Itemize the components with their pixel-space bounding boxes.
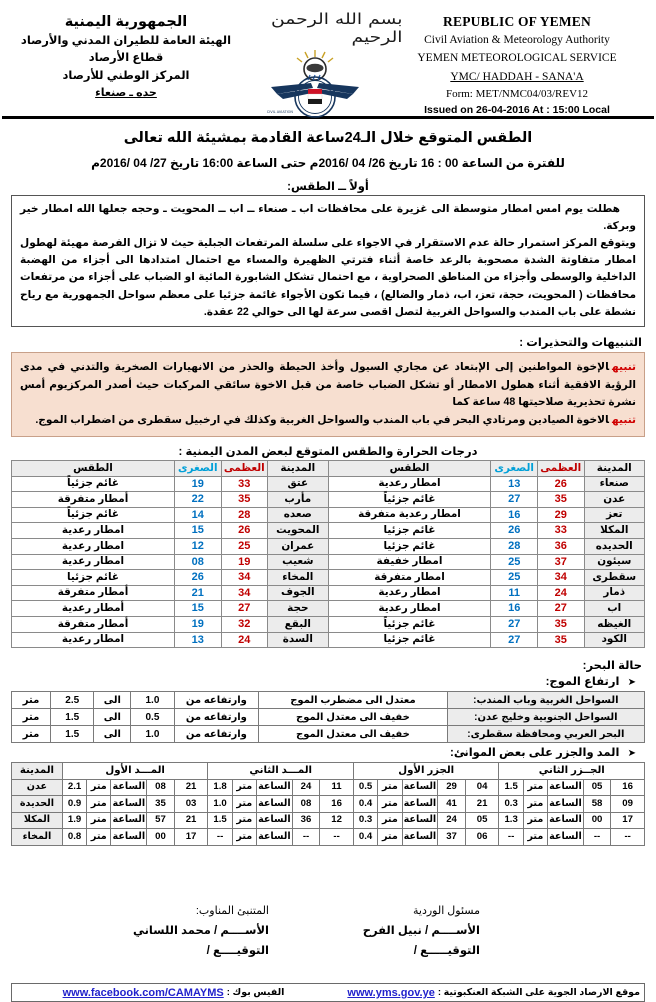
- validity-period: للفترة من الساعة 00 : 16 تاريخ 26/ 04 /2016م حتى الساعة 16:00 تاريخ 27/ 04 /2016م: [91, 155, 565, 170]
- low-tide-1-hour-unit: الساعة: [402, 812, 438, 829]
- header-en-form: Form: MET/NMC04/03/REV12: [445, 88, 589, 101]
- temp-min: 16: [491, 601, 538, 617]
- low-tide-2-meter-unit: متر: [523, 812, 547, 829]
- low-tide-2-minute: 17: [611, 812, 645, 829]
- header-en-authority: Civil Aviation & Meteorology Authority: [424, 34, 610, 47]
- supervisor-title: مسئول الوردية: [412, 904, 480, 917]
- forecast-paragraph-2: ويتوقع المركز استمرار حالة عدم الاستقرار في الاجواء على سلسلة المرتفعات الجبلية حيث لا تزال الفرصة مهيئة لهطول امطار متفاوتة الشدة مصحوبة بالرعد خاصة أثناء فترتي الظهيرة والمساء مع احتمال امتدادها الى أجزاء من الهضبة الداخلية والوسطى وأجزاء من المناطق الصحراوية ، مع احتمال تشكل الشابورة المائية او الضباب على أجزاء من مرتفعات محافظات ( المحويت، حجة، تعز، اب، ذمار والضالع) ، فيما تكون الأجواء غائمة جزئيا على معظم سواحل الجمهورية مع رياح نشطة على باب المندب والسواحل الغربية لتصل اقصى سرعة لها الى حوالي 22 عقدة.: [20, 237, 636, 318]
- table-row: [12, 539, 645, 555]
- temp-max: 35: [221, 492, 268, 508]
- temp-weather: امطار متفرقة: [328, 570, 491, 586]
- temperature-header-row: [12, 461, 645, 477]
- temp-city: سيئون: [584, 554, 645, 570]
- temp-city: سقطرى: [584, 570, 645, 586]
- temp-city: عتق: [268, 476, 329, 492]
- temp-min: 08: [174, 554, 221, 570]
- high-tide-1-hour-unit: الساعة: [111, 779, 147, 796]
- temp-max: 26: [221, 523, 268, 539]
- header-en-issued: Issued on 26-04-2016 At : 15:00 Local: [424, 104, 610, 117]
- svg-text:CIVIL AVIATION: CIVIL AVIATION: [267, 110, 293, 114]
- temp-min: 21: [174, 585, 221, 601]
- header-english-block: [386, 8, 648, 119]
- temp-weather: أمطار رعدية: [12, 601, 175, 617]
- tide-city: المكلا: [12, 812, 63, 829]
- temp-city: مأرب: [268, 492, 329, 508]
- warning-marker-1: تنبيه: [612, 360, 636, 373]
- temp-max: 28: [221, 507, 268, 523]
- tide-header-row: [12, 763, 645, 780]
- supervisor-signature: التوقيـــــع /: [413, 945, 480, 958]
- high-tide-2-meter-unit: متر: [232, 779, 256, 796]
- temperature-body: [12, 476, 645, 648]
- temp-city: عمران: [268, 539, 329, 555]
- table-row: [12, 632, 645, 648]
- header-ar-location: حده ـ صنعاء: [95, 86, 157, 99]
- low-tide-1-hour: 37: [438, 829, 465, 846]
- temp-min: 11: [491, 585, 538, 601]
- table-row: [12, 692, 645, 709]
- temp-max: 32: [221, 616, 268, 632]
- temp-min: 25: [491, 554, 538, 570]
- temp-min: 16: [491, 507, 538, 523]
- temp-min: 26: [491, 523, 538, 539]
- tide-heading-text: المد والجزر على بعض الموانئ:: [450, 747, 620, 760]
- low-tide-1-minute: 04: [465, 779, 499, 796]
- forecaster-signature: التوقيــــع /: [206, 945, 269, 958]
- temp-weather: امطار رعدية متفرقة: [328, 507, 491, 523]
- sea-height-unit: متر: [12, 726, 51, 743]
- temp-city: الكود: [584, 632, 645, 648]
- th-tide-city: المدينة: [12, 763, 63, 780]
- high-tide-2-minute: --: [320, 829, 354, 846]
- temp-city: تعز: [584, 507, 645, 523]
- temp-min: 28: [491, 539, 538, 555]
- temp-max: 34: [221, 585, 268, 601]
- table-row: [12, 796, 645, 813]
- low-tide-1-hour: 24: [438, 812, 465, 829]
- table-row: [12, 601, 645, 617]
- temp-city: حجة: [268, 601, 329, 617]
- temp-weather: غائم جزئياً: [328, 492, 491, 508]
- sea-height-to-label: الى: [94, 692, 131, 709]
- footer-website-segment: [336, 987, 640, 999]
- header-en-country: REPUBLIC OF YEMEN: [443, 14, 591, 29]
- high-tide-1-meter-unit: متر: [87, 812, 111, 829]
- temp-city: الحديده: [584, 539, 645, 555]
- high-tide-1-meters: 0.9: [62, 796, 86, 813]
- temp-min: 25: [491, 570, 538, 586]
- bulletin-title-block: [0, 128, 656, 172]
- temp-max: 35: [537, 492, 584, 508]
- high-tide-1-hour: 57: [147, 812, 174, 829]
- warning-item-2: [20, 412, 636, 430]
- temp-min: 27: [491, 632, 538, 648]
- temp-max: 36: [537, 539, 584, 555]
- temp-weather: امطار رعدية: [328, 601, 491, 617]
- temperature-caption: درجات الحرارة والطقس المتوقع لبعض المدن اليمنية :: [178, 446, 478, 459]
- sea-state-body: [12, 692, 645, 743]
- temp-city: صنعاء: [584, 476, 645, 492]
- high-tide-2-hour: 24: [292, 779, 319, 796]
- sea-height-to-label: الى: [94, 726, 131, 743]
- low-tide-1-hour: 29: [438, 779, 465, 796]
- low-tide-1-meter-unit: متر: [378, 829, 402, 846]
- header-arabic-block: [8, 8, 244, 101]
- temp-min: 13: [174, 632, 221, 648]
- temp-city: المخاء: [268, 570, 329, 586]
- th-high1: المـــد الأول: [62, 763, 208, 780]
- tide-city: المخاء: [12, 829, 63, 846]
- temp-weather: امطار رعدية: [12, 632, 175, 648]
- temp-min: 22: [174, 492, 221, 508]
- temp-min: 15: [174, 601, 221, 617]
- high-tide-2-minute: 11: [320, 779, 354, 796]
- th-min-right: الصغرى: [491, 461, 538, 477]
- temp-max: 35: [537, 632, 584, 648]
- high-tide-1-hour-unit: الساعة: [111, 812, 147, 829]
- temp-weather: امطار رعدية: [328, 476, 491, 492]
- sea-height-to-label: الى: [94, 709, 131, 726]
- signature-shift-supervisor: [269, 902, 524, 962]
- temp-min: 27: [491, 616, 538, 632]
- temperature-table-wrap: [0, 460, 656, 648]
- header-en-service: YEMEN METEOROLOGICAL SERVICE: [417, 52, 617, 65]
- temp-weather: غائم جزئياً: [12, 507, 175, 523]
- table-row: [12, 585, 645, 601]
- sea-wave-state: معتدل الى مضطرب الموج: [259, 692, 448, 709]
- table-row: [12, 829, 645, 846]
- tide-table: [11, 762, 645, 846]
- low-tide-2-hour-unit: الساعة: [548, 796, 584, 813]
- high-tide-1-minute: 21: [174, 812, 208, 829]
- low-tide-2-hour: 05: [583, 779, 610, 796]
- table-row: [12, 554, 645, 570]
- temp-min: 12: [174, 539, 221, 555]
- temp-city: ذمار: [584, 585, 645, 601]
- sea-height-to: 1.5: [51, 709, 94, 726]
- temp-weather: غائم جزئيا: [328, 523, 491, 539]
- th-city-left: المدينة: [268, 461, 329, 477]
- high-tide-2-meter-unit: متر: [232, 796, 256, 813]
- sea-height-to: 1.5: [51, 726, 94, 743]
- sea-state-table: [11, 691, 645, 743]
- high-tide-1-minute: 21: [174, 779, 208, 796]
- wave-height-text: ارتفاع الموج:: [545, 676, 620, 689]
- sea-region: السواحل الجنوبية وخليج عدن:: [447, 709, 644, 726]
- sea-height-label: وارتفاعه من: [174, 692, 259, 709]
- warning-text-1: الإخوة المواطنين إلى الإبتعاد عن مجاري السيول وأخذ الحيطة والحذر من الانهيارات الصخرية والتدني في مدى الرؤية الافقية أثناء هطول الامطار أو تشكل الضباب خاصة من قبل الاخوة سائقي المركبات حيث أصدر المركزيوم أمس نشرة تحذيرية صلاحيتها 48 ساعة كما: [20, 360, 636, 409]
- low-tide-1-hour: 41: [438, 796, 465, 813]
- low-tide-2-meters: 1.3: [499, 812, 523, 829]
- temp-city: شعيب: [268, 554, 329, 570]
- temp-max: 25: [221, 539, 268, 555]
- temp-min: 19: [174, 476, 221, 492]
- wave-height-label: [0, 674, 636, 688]
- low-tide-2-meters: 0.3: [499, 796, 523, 813]
- tide-city: الحديدة: [12, 796, 63, 813]
- signature-forecaster: [14, 902, 269, 962]
- low-tide-2-hour: --: [583, 829, 610, 846]
- temp-city: السدة: [268, 632, 329, 648]
- temp-weather: غائم جزئيا: [328, 632, 491, 648]
- sea-state-heading: حالة البحر:: [582, 660, 642, 673]
- low-tide-1-minute: 05: [465, 812, 499, 829]
- low-tide-2-minute: --: [611, 829, 645, 846]
- sea-region: السواحل الغربية وباب المندب:: [447, 692, 644, 709]
- temp-weather: أمطار متفرقة: [12, 616, 175, 632]
- sea-wave-state: خفيف الى معتدل الموج: [259, 709, 448, 726]
- temp-min: 13: [491, 476, 538, 492]
- header-ar-sector: قطاع الأرصاد: [88, 52, 164, 65]
- temp-weather: غائم جزئياً: [12, 476, 175, 492]
- table-row: [12, 570, 645, 586]
- low-tide-2-minute: 16: [611, 779, 645, 796]
- th-weather-right: الطقس: [328, 461, 491, 477]
- sea-height-from: 1.0: [131, 692, 174, 709]
- temp-weather: غائم جزئيا: [328, 539, 491, 555]
- sea-height-from: 1.0: [131, 726, 174, 743]
- low-tide-2-hour-unit: الساعة: [548, 779, 584, 796]
- temp-weather: امطار رعدية: [12, 554, 175, 570]
- table-row: [12, 812, 645, 829]
- footer-facebook-segment: [60, 987, 337, 999]
- high-tide-1-hour-unit: الساعة: [111, 796, 147, 813]
- high-tide-1-hour-unit: الساعة: [111, 829, 147, 846]
- high-tide-1-hour: 35: [147, 796, 174, 813]
- forecast-section-label: أولاً ــ الطقس:: [287, 180, 369, 193]
- th-weather-left: الطقس: [12, 461, 175, 477]
- temp-max: 24: [537, 585, 584, 601]
- low-tide-1-meter-unit: متر: [378, 796, 402, 813]
- website-link[interactable]: www.yms.gov.ye: [347, 986, 435, 999]
- table-row: [12, 726, 645, 743]
- temp-max: 19: [221, 554, 268, 570]
- low-tide-2-hour: 58: [583, 796, 610, 813]
- low-tide-1-hour-unit: الساعة: [402, 779, 438, 796]
- low-tide-2-hour-unit: الساعة: [548, 829, 584, 846]
- temp-max: 34: [537, 570, 584, 586]
- temp-max: 26: [537, 476, 584, 492]
- temperature-table: [11, 460, 645, 648]
- th-min-left: الصغرى: [174, 461, 221, 477]
- high-tide-2-hour-unit: الساعة: [256, 796, 292, 813]
- low-tide-1-hour-unit: الساعة: [402, 829, 438, 846]
- temp-max: 27: [537, 601, 584, 617]
- sea-height-from: 0.5: [131, 709, 174, 726]
- temp-max: 35: [537, 616, 584, 632]
- high-tide-2-hour-unit: الساعة: [256, 779, 292, 796]
- low-tide-2-meter-unit: متر: [523, 829, 547, 846]
- table-row: [12, 709, 645, 726]
- th-high2: المـــد الثاني: [208, 763, 354, 780]
- temp-city: المحويت: [268, 523, 329, 539]
- header-ar-country: الجمهورية اليمنية: [64, 14, 188, 30]
- high-tide-1-meter-unit: متر: [87, 779, 111, 796]
- temp-min: 27: [491, 492, 538, 508]
- temp-max: 34: [221, 570, 268, 586]
- high-tide-2-meters: 1.8: [208, 779, 232, 796]
- low-tide-1-meters: 0.4: [353, 829, 377, 846]
- forecaster-name: الأســــم / محمد اللساني: [132, 924, 269, 937]
- temp-max: 27: [221, 601, 268, 617]
- temp-weather: امطار رعدية: [12, 523, 175, 539]
- temp-max: 33: [221, 476, 268, 492]
- low-tide-2-meter-unit: متر: [523, 796, 547, 813]
- high-tide-2-hour: 08: [292, 796, 319, 813]
- table-row: [12, 507, 645, 523]
- page-title: الطقس المتوقع خلال الـ24ساعة القادمة بمشيئة الله تعالى: [123, 130, 533, 146]
- high-tide-2-hour: 36: [292, 812, 319, 829]
- table-row: [12, 492, 645, 508]
- table-row: [12, 616, 645, 632]
- sea-height-unit: متر: [12, 709, 51, 726]
- temp-max: 37: [537, 554, 584, 570]
- signature-area: [0, 902, 656, 962]
- low-tide-2-hour: 00: [583, 812, 610, 829]
- sea-wave-state: خفيف الى معتدل الموج: [259, 726, 448, 743]
- document-header: [0, 0, 656, 116]
- table-row: [12, 476, 645, 492]
- th-max-left: العظمى: [221, 461, 268, 477]
- low-tide-1-meters: 0.4: [353, 796, 377, 813]
- high-tide-1-meter-unit: متر: [87, 829, 111, 846]
- low-tide-1-meter-unit: متر: [378, 812, 402, 829]
- high-tide-2-hour-unit: الساعة: [256, 829, 292, 846]
- basmala-calligraphy-icon: بسم الله الرحمن الرحيم: [270, 10, 403, 46]
- low-tide-2-meter-unit: متر: [523, 779, 547, 796]
- temp-min: 26: [174, 570, 221, 586]
- temp-city: عدن: [584, 492, 645, 508]
- temp-city: الغيظه: [584, 616, 645, 632]
- footer-fb-label: الفيس بوك :: [226, 987, 285, 999]
- th-low2: الجــزر الثاني: [499, 763, 645, 780]
- th-max-right: العظمى: [537, 461, 584, 477]
- high-tide-1-minute: 03: [174, 796, 208, 813]
- high-tide-1-hour: 08: [147, 779, 174, 796]
- temp-weather: أمطار متفرقة: [12, 585, 175, 601]
- civil-aviation-meteorology-logo-icon: [267, 47, 363, 121]
- facebook-link[interactable]: www.facebook.com/CAMAYMS: [62, 986, 224, 999]
- low-tide-1-meters: 0.5: [353, 779, 377, 796]
- warning-marker-2: تنبيه: [612, 414, 636, 427]
- temp-weather: أمطار متفرقة: [12, 492, 175, 508]
- temp-weather: امطار رعدية: [328, 585, 491, 601]
- tide-city: عدن: [12, 779, 63, 796]
- temp-weather: غائم جزئيا: [12, 570, 175, 586]
- high-tide-1-hour: 00: [147, 829, 174, 846]
- header-ar-authority: الهيئة العامة للطيران المدني والأرصاد: [20, 35, 232, 48]
- warnings-section-label: التنبيهات والتحذيرات :: [519, 336, 642, 349]
- bullet-icon: ➤: [627, 677, 636, 689]
- forecaster-title: المتنبئ المناوب:: [195, 904, 269, 917]
- sea-region: البحر العربي ومحافظة سقطرى:: [447, 726, 644, 743]
- high-tide-2-hour: --: [292, 829, 319, 846]
- high-tide-1-minute: 17: [174, 829, 208, 846]
- footer-links-box: [11, 983, 645, 1002]
- temp-max: 24: [221, 632, 268, 648]
- warning-item-1: [20, 359, 636, 412]
- temp-weather: امطار خفيفة: [328, 554, 491, 570]
- temp-min: 14: [174, 507, 221, 523]
- temp-min: 15: [174, 523, 221, 539]
- table-row: [12, 779, 645, 796]
- temp-city: الجوف: [268, 585, 329, 601]
- header-ar-center: المركز الوطني للأرصاد: [62, 69, 190, 82]
- high-tide-2-meters: 1.0: [208, 796, 232, 813]
- supervisor-name: الأســــم / نبيل الفرح: [362, 924, 480, 937]
- temp-max: 29: [537, 507, 584, 523]
- low-tide-2-hour-unit: الساعة: [548, 812, 584, 829]
- temp-min: 19: [174, 616, 221, 632]
- low-tide-2-minute: 09: [611, 796, 645, 813]
- low-tide-1-meter-unit: متر: [378, 779, 402, 796]
- temp-city: صعده: [268, 507, 329, 523]
- temp-weather: غائم جزئياً: [328, 616, 491, 632]
- sea-height-unit: متر: [12, 692, 51, 709]
- high-tide-2-meter-unit: متر: [232, 812, 256, 829]
- tide-body: [12, 779, 645, 845]
- table-row: [12, 523, 645, 539]
- forecast-paragraph-1: هطلت يوم امس امطار متوسطة الى غزيرة على محافظات اب ـ صنعاء ــ اب ــ المحويت ـ وحجه جعلها الله امطار خير وبركة.: [20, 202, 636, 232]
- high-tide-1-meters: 0.8: [62, 829, 86, 846]
- low-tide-2-meters: 1.5: [499, 779, 523, 796]
- low-tide-1-minute: 06: [465, 829, 499, 846]
- temp-max: 33: [537, 523, 584, 539]
- low-tide-2-meters: --: [499, 829, 523, 846]
- temp-city: اب: [584, 601, 645, 617]
- tide-heading-row: [0, 745, 636, 759]
- high-tide-2-meters: 1.5: [208, 812, 232, 829]
- th-city-right: المدينة: [584, 461, 645, 477]
- high-tide-2-meters: --: [208, 829, 232, 846]
- high-tide-2-minute: 16: [320, 796, 354, 813]
- low-tide-1-meters: 0.3: [353, 812, 377, 829]
- high-tide-1-meters: 2.1: [62, 779, 86, 796]
- logo-block: [245, 8, 403, 121]
- header-en-location: YMC/ HADDAH - SANA'A: [450, 70, 584, 83]
- sea-height-to: 2.5: [51, 692, 94, 709]
- warning-text-2: الاخوة الصيادين ومرتادي البحر في باب المندب والسواحل الغربية وكذلك في ارخبيل سقطرى من اضطراب الموج.: [35, 414, 610, 427]
- low-tide-1-minute: 21: [465, 796, 499, 813]
- high-tide-1-meter-unit: متر: [87, 796, 111, 813]
- sea-height-label: وارتفاعه من: [174, 726, 259, 743]
- high-tide-2-hour-unit: الساعة: [256, 812, 292, 829]
- warnings-box: [11, 352, 645, 437]
- high-tide-2-minute: 12: [320, 812, 354, 829]
- temp-weather: امطار رعدية: [12, 539, 175, 555]
- low-tide-1-hour-unit: الساعة: [402, 796, 438, 813]
- temp-city: المكلا: [584, 523, 645, 539]
- th-low1: الجزر الأول: [353, 763, 499, 780]
- forecast-box: [11, 195, 645, 327]
- high-tide-1-meters: 1.9: [62, 812, 86, 829]
- high-tide-2-meter-unit: متر: [232, 829, 256, 846]
- footer-web-label: موقع الارصاد الجوية على الشبكة العنكبوتية :: [437, 987, 640, 999]
- temp-city: البقع: [268, 616, 329, 632]
- sea-height-label: وارتفاعه من: [174, 709, 259, 726]
- bullet-icon: ➤: [627, 748, 636, 760]
